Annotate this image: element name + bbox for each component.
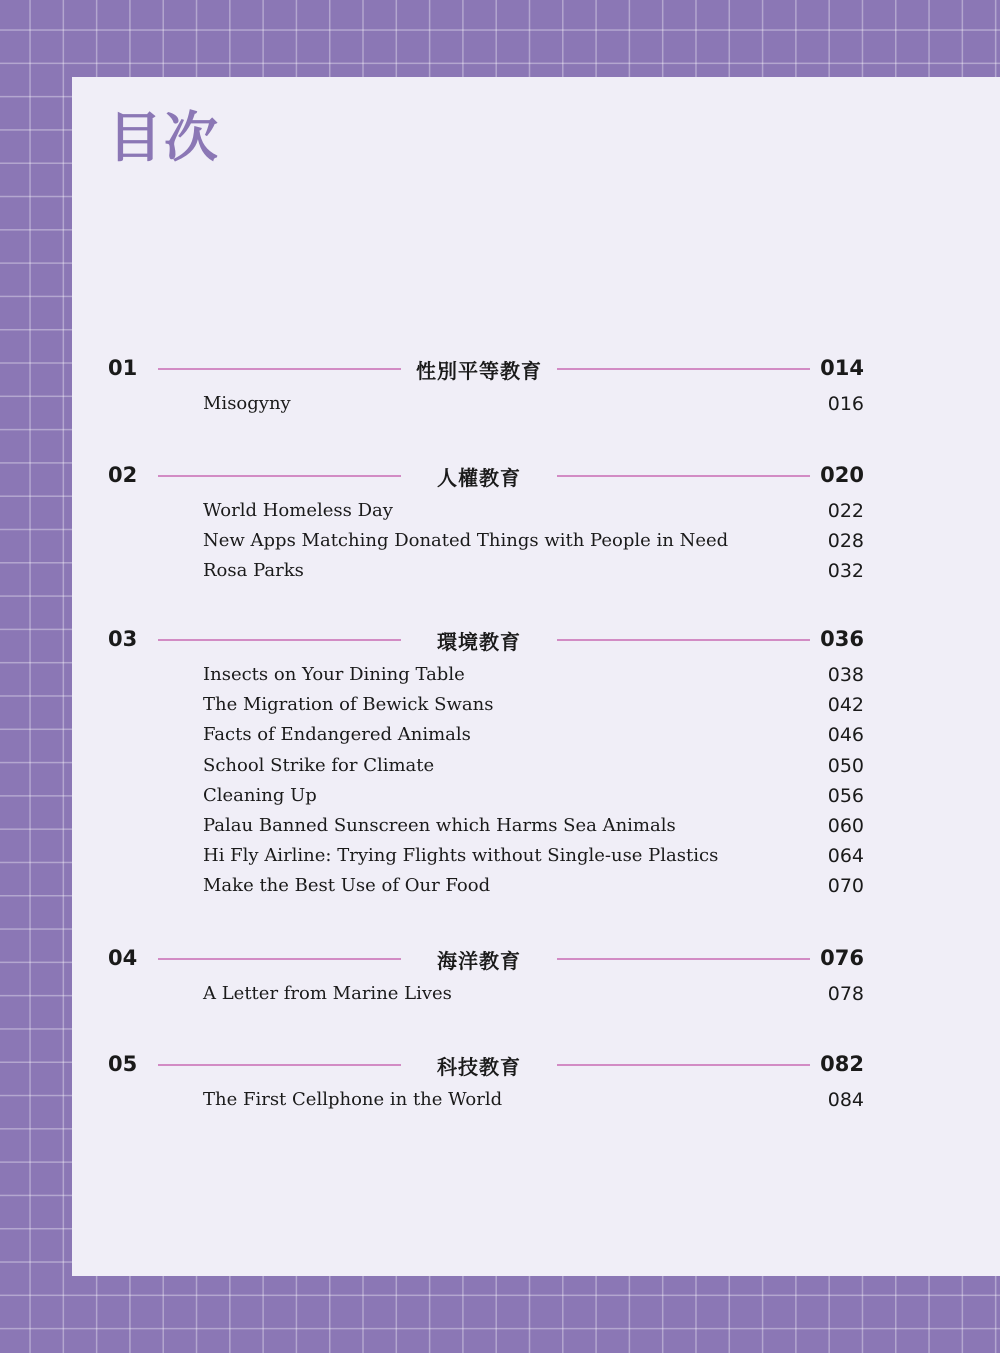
entry-page-number: 060 [827,814,864,837]
section-title: 人權教育 [437,466,521,490]
toc-entry[interactable] [108,785,864,815]
toc-entry[interactable] [108,875,864,905]
entry-title: School Strike for Climate [203,754,435,776]
entry-page-number: 064 [827,845,864,868]
entry-title: Cleaning Up [203,784,317,806]
divider-line-left [158,475,401,477]
toc-section-02 [108,461,864,591]
divider-line-left [158,958,401,960]
entry-page-number: 070 [827,875,864,898]
toc-entry[interactable] [108,530,864,560]
section-page-number: 082 [820,1052,864,1076]
entry-page-number: 046 [827,724,864,747]
toc-entry[interactable] [108,724,864,754]
section-header[interactable] [108,944,864,974]
section-title: 環境教育 [437,630,521,654]
entry-page-number: 038 [827,664,864,686]
toc-entry[interactable] [108,393,864,423]
divider-line-right [557,639,810,641]
entry-title: New Apps Matching Donated Things with People in Need [203,530,729,552]
toc-section-01 [108,354,864,423]
section-number: 05 [108,1052,138,1076]
entry-page-number: 050 [827,754,864,777]
section-page-number: 076 [820,946,864,970]
section-items [108,500,864,591]
page-title: 目次 [108,106,220,169]
toc-entry[interactable] [108,1089,864,1119]
divider-line-left [158,1064,401,1066]
divider-line-right [557,475,810,477]
section-title: 科技教育 [437,1055,521,1079]
section-header[interactable] [108,461,864,491]
entry-title: Rosa Parks [203,560,304,582]
section-items [108,664,864,906]
section-items [108,983,864,1013]
entry-title: World Homeless Day [203,500,393,521]
section-title: 海洋教育 [437,949,521,973]
section-number: 02 [108,463,138,487]
toc-section-04 [108,944,864,1013]
section-number: 01 [108,356,138,380]
section-number: 03 [108,627,138,651]
entry-page-number: 028 [827,530,864,553]
divider-line-left [158,368,401,370]
entry-title: A Letter from Marine Lives [203,983,452,1004]
entry-title: Hi Fly Airline: Trying Flights without Single-use Plastics [203,845,719,867]
section-title: 性別平等教育 [416,359,542,383]
toc-section-05 [108,1050,864,1119]
toc-entry[interactable] [108,815,864,845]
entry-title: Make the Best Use of Our Food [203,875,491,897]
entry-title: Insects on Your Dining Table [203,664,465,685]
entry-page-number: 078 [827,983,864,1005]
toc-entry[interactable] [108,664,864,694]
section-number: 04 [108,946,138,970]
section-header[interactable] [108,354,864,384]
entry-page-number: 022 [827,500,864,522]
toc-entry[interactable] [108,983,864,1013]
toc-entry[interactable] [108,500,864,530]
entry-title: Misogyny [203,393,291,414]
section-page-number: 014 [820,356,864,380]
entry-title: Facts of Endangered Animals [203,724,471,746]
toc-entry[interactable] [108,694,864,724]
toc-entry[interactable] [108,560,864,590]
section-header[interactable] [108,625,864,655]
divider-line-right [557,368,810,370]
entry-page-number: 084 [827,1089,864,1111]
entry-title: The First Cellphone in the World [203,1089,503,1110]
entry-title: Palau Banned Sunscreen which Harms Sea Animals [203,814,676,836]
section-header[interactable] [108,1050,864,1080]
entry-title: The Migration of Bewick Swans [203,694,494,716]
toc-section-03 [108,625,864,906]
divider-line-left [158,639,401,641]
divider-line-right [557,958,810,960]
section-items [108,393,864,423]
section-page-number: 036 [820,627,864,651]
entry-page-number: 016 [827,393,864,415]
section-items [108,1089,864,1119]
entry-page-number: 032 [827,560,864,583]
entry-page-number: 042 [827,694,864,717]
section-page-number: 020 [820,463,864,487]
toc-entry[interactable] [108,755,864,785]
divider-line-right [557,1064,810,1066]
toc-page [72,77,1000,1276]
entry-page-number: 056 [827,784,864,807]
toc-entry[interactable] [108,845,864,875]
